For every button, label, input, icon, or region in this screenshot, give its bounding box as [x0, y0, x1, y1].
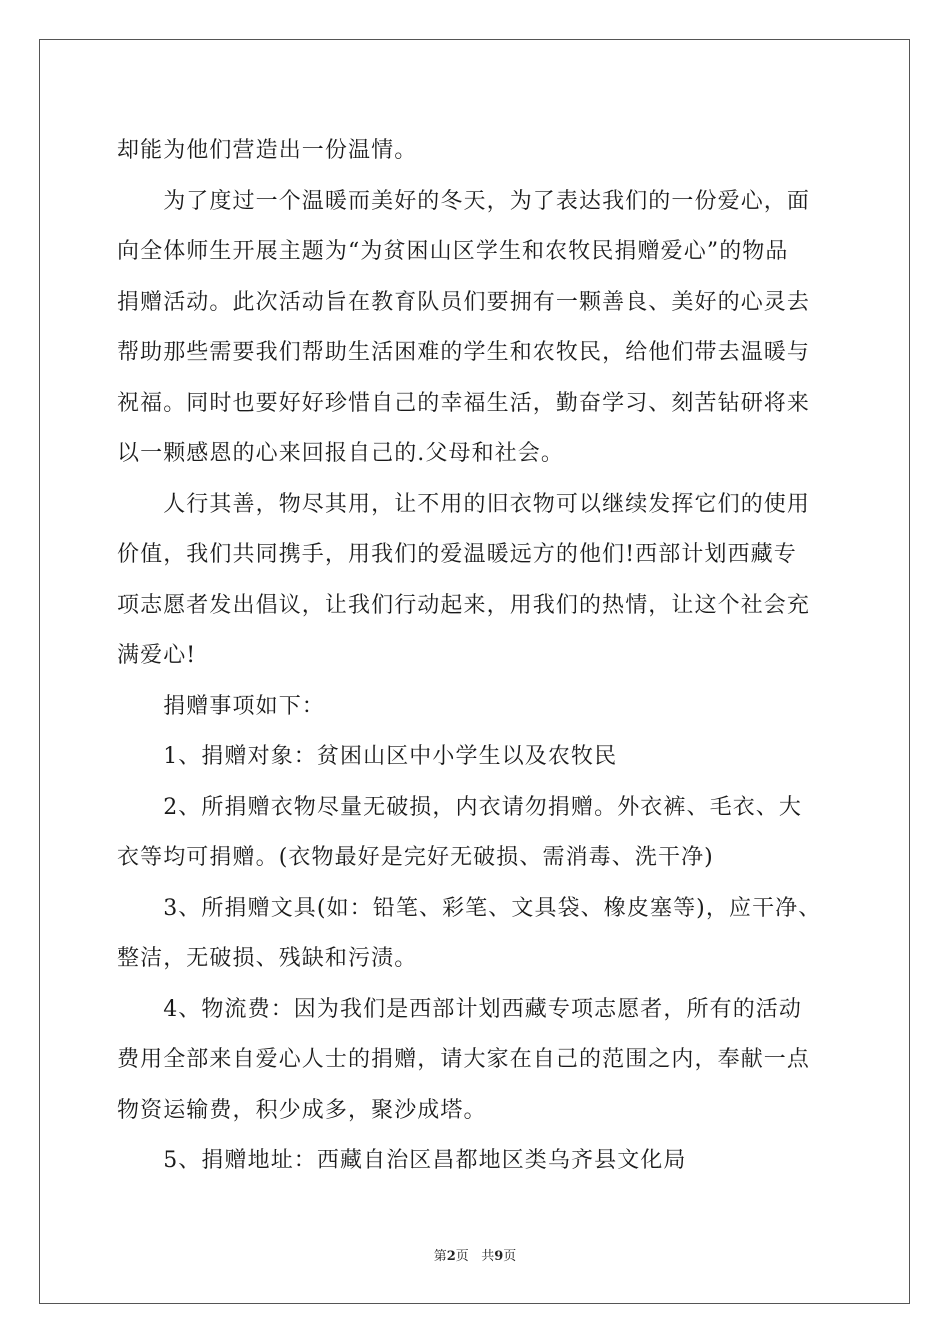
text-line: 帮助那些需要我们帮助生活困难的学生和农牧民，给他们带去温暖与: [117, 340, 811, 365]
text-line: 费用全部来自爱心人士的捐赠，请大家在自己的范围之内，奉献一点: [117, 1047, 811, 1072]
text-line: 1、捐赠对象：贫困山区中小学生以及农牧民: [117, 744, 618, 769]
text-line: 祝福。同时也要好好珍惜自己的幸福生活，勤奋学习、刻苦钻研将来: [117, 390, 811, 416]
text-line: 5、捐赠地址：西藏自治区昌都地区类乌齐县文化局: [117, 1148, 687, 1173]
text-line: 3、所捐赠文具(如：铅笔、彩笔、文具袋、橡皮塞等)，应干净、: [117, 895, 822, 921]
current-page-number: 2: [446, 1249, 456, 1264]
text-line: 捐赠事项如下：: [117, 693, 325, 719]
text-line: 2、所捐赠衣物尽量无破损，内衣请勿捐赠。外衣裤、毛衣、大: [117, 794, 802, 820]
total-pages-number: 9: [494, 1249, 504, 1264]
text-line: 衣等均可捐赠。(衣物最好是完好无破损、需消毒、洗干净): [117, 845, 714, 870]
text-line: 整洁，无破损、残缺和污渍。: [117, 946, 418, 971]
text-line: 满爱心!: [117, 643, 197, 668]
footer-middle: 页 共: [455, 1249, 495, 1264]
footer-suffix: 页: [503, 1249, 517, 1264]
text-line: 向全体师生开展主题为“为贫困山区学生和农牧民捐赠爱心”的物品: [117, 239, 789, 264]
text-line: 项志愿者发出倡议，让我们行动起来，用我们的热情，让这个社会充: [117, 592, 811, 618]
text-line: 物资运输费，积少成多，聚沙成塔。: [117, 1097, 487, 1123]
text-line: 人行其善，物尽其用，让不用的旧衣物可以继续发挥它们的使用: [117, 491, 811, 517]
page-number-footer: [0, 1245, 950, 1264]
text-line: 以一颗感恩的心来回报自己的.父母和社会。: [117, 441, 564, 466]
text-line: 却能为他们营造出一份温情。: [117, 138, 418, 163]
text-line: 价值，我们共同携手，用我们的爱温暖远方的他们!西部计划西藏专: [117, 542, 797, 567]
text-line: 为了度过一个温暖而美好的冬天，为了表达我们的一份爱心，面: [117, 188, 811, 214]
document-body: [117, 126, 837, 1187]
text-line: 捐赠活动。此次活动旨在教育队员们要拥有一颗善良、美好的心灵去: [117, 289, 811, 315]
footer-prefix: 第: [433, 1249, 447, 1264]
text-line: 4、物流费：因为我们是西部计划西藏专项志愿者，所有的活动: [117, 996, 802, 1022]
